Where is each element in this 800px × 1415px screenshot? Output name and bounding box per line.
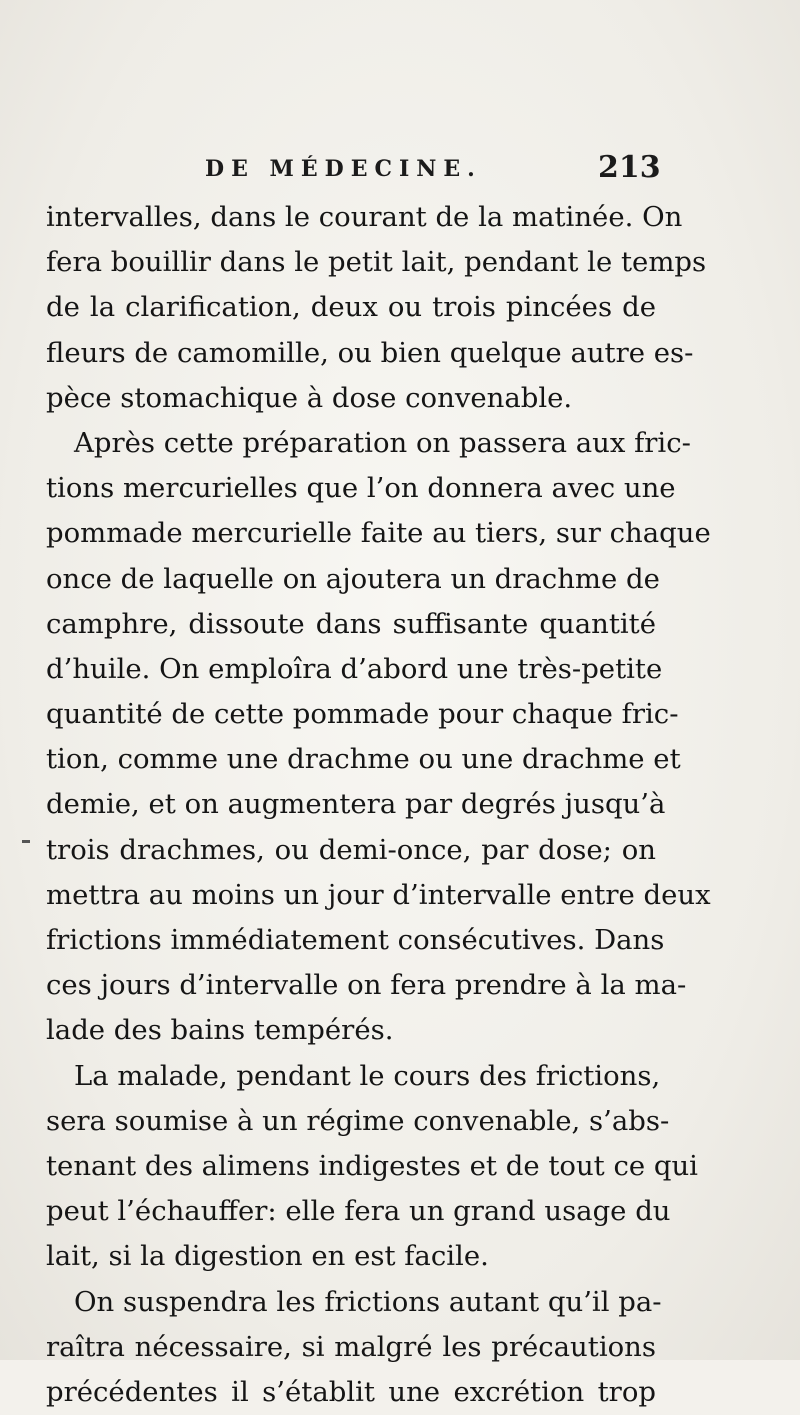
text-line: raîtra nécessaire, si malgré les précautions [46, 1330, 656, 1363]
running-head: DE MÉDECINE. [205, 156, 482, 182]
text-line: lait, si la digestion en est facile. [46, 1240, 489, 1273]
text-line: mettra au moins un jour d’intervalle entre deux [46, 878, 711, 911]
margin-mark [22, 840, 30, 843]
text-line: frictions immédiatement consécutives. Dans [46, 924, 665, 956]
text-line: quantité de cette pommade pour chaque fric- [46, 698, 679, 731]
text-line: camphre, dissoute dans suffisante quantité [46, 607, 656, 640]
paragraph-first-line: On suspendra les frictions autant qu’il pa- [74, 1285, 662, 1318]
text-line: de la clarification, deux ou trois pincées de [46, 291, 656, 324]
text-line: ces jours d’intervalle on fera prendre à la ma- [46, 969, 687, 1002]
body-text [46, 195, 711, 1415]
text-line: tions mercurielles que l’on donnera avec une [46, 472, 676, 505]
text-line: once de laquelle on ajoutera un drachme de [46, 562, 660, 595]
text-line: d’huile. On emploîra d’abord une très-petite [46, 652, 663, 685]
text-line: intervalles, dans le courant de la matinée. On [46, 201, 683, 233]
text-line: sera soumise à un régime convenable, s’abs- [46, 1104, 670, 1137]
text-line: tenant des alimens indigestes et de tout ce qui [46, 1149, 698, 1182]
paragraph-first-line: Après cette préparation on passera aux fric- [74, 426, 691, 459]
text-line: fera bouillir dans le petit lait, pendant le temps [46, 246, 707, 279]
text-line: lade des bains tempérés. [46, 1014, 394, 1047]
text-line: trois drachmes, ou demi-once, par dose; on [46, 833, 656, 866]
paragraph-first-line: La malade, pendant le cours des frictions, [74, 1059, 661, 1092]
text-line: demie, et on augmentera par degrés jusqu’à [46, 788, 666, 821]
text-line: pèce stomachique à dose convenable. [46, 381, 573, 414]
page-number: 213 [598, 150, 661, 185]
text-line: précédentes il s’établit une excrétion trop [46, 1375, 656, 1408]
text-line: peut l’échauffer: elle fera un grand usage du [46, 1195, 671, 1228]
text-line: tion, comme une drachme ou une drachme et [46, 743, 681, 776]
text-line: fleurs de camomille, ou bien quelque autre es- [46, 336, 694, 369]
text-line: pommade mercurielle faite au tiers, sur chaque [46, 517, 711, 550]
